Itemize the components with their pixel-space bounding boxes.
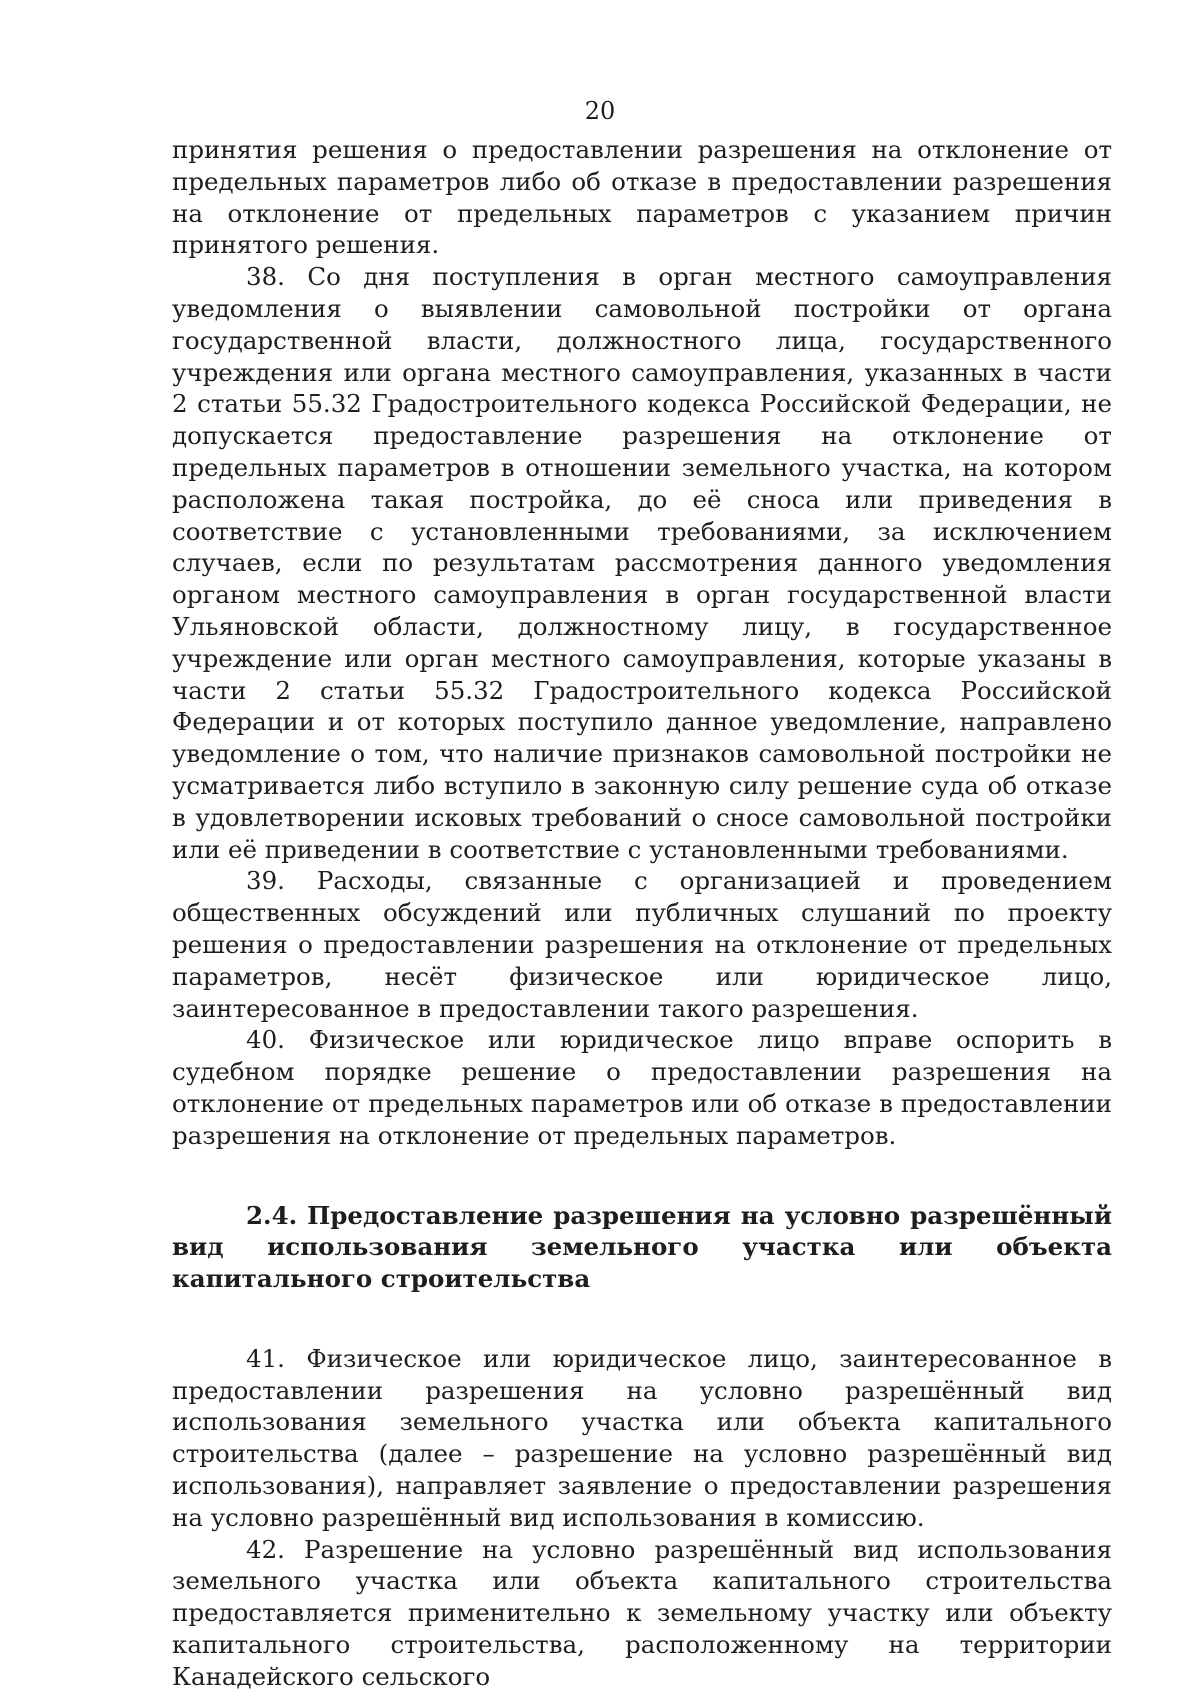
page-number: 20 xyxy=(584,97,616,125)
paragraph-41: 41. Физическое или юридическое лицо, заинтересованное в предоставлении разрешения на условно разрешённый вид использования земельного участка или объекта капитального строительства (далее – разрешение на условно разрешённый вид использования), направляет заявление о предоставлении разрешения на условно разрешённый вид использования в комиссию. xyxy=(172,1343,1112,1532)
document-body xyxy=(172,134,1112,1693)
paragraph-39: 39. Расходы, связанные с организацией и проведением общественных обсуждений или публичных слушаний по проекту решения о предоставлении разрешения на отклонение от предельных параметров, несёт физическое или юридическое лицо, заинтересованное в предоставлении такого разрешения. xyxy=(172,866,1112,1023)
paragraph-42: 42. Разрешение на условно разрешённый вид использования земельного участка или объекта капитального строительства предоставляется применительно к земельному участку или объекту капитального строительства, расположенному на территории Канадейского сельского xyxy=(172,1534,1112,1691)
paragraph-40: 40. Физическое или юридическое лицо вправе оспорить в судебном порядке решение о предоставлении разрешения на отклонение от предельных параметров или об отказе в предоставлении разрешения на отклонение от предельных параметров. xyxy=(172,1025,1112,1150)
paragraph-continuation: принятия решения о предоставлении разрешения на отклонение от предельных параметров либо об отказе в предоставлении разрешения на отклонение от предельных параметров с указанием причин принятого решения. xyxy=(172,135,1112,260)
section-heading: 2.4. Предоставление разрешения на условно разрешённый вид использования земельного участка или объекта капитального строительства xyxy=(172,1200,1112,1294)
paragraph-38: 38. Со дня поступления в орган местного самоуправления уведомления о выявлении самовольной постройки от органа государственной власти, должностного лица, государственного учреждения или органа местного самоуправления, указанных в части 2 статьи 55.32 Градостроительного кодекса Российской Федерации, не допускается предоставление разрешения на отклонение от предельных параметров в отношении земельного участка, на котором расположена такая постройка, до её сноса или приведения в соответствие с установленными требованиями, за исключением случаев, если по результатам рассмотрения данного уведомления органом местного самоуправления в орган государственной власти Ульяновской области, должностному лицу, в государственное учреждение или орган местного самоуправления, которые указаны в части 2 статьи 55.32 Градостроительного кодекса Российской Федерации и от которых поступило данное уведомление, направлено уведомление о том, что наличие признаков самовольной постройки не усматривается либо вступило в законную силу решение суда об отказе в удовлетворении исковых требований о сносе самовольной постройки или её приведении в соответствие с установленными требованиями. xyxy=(172,262,1112,864)
